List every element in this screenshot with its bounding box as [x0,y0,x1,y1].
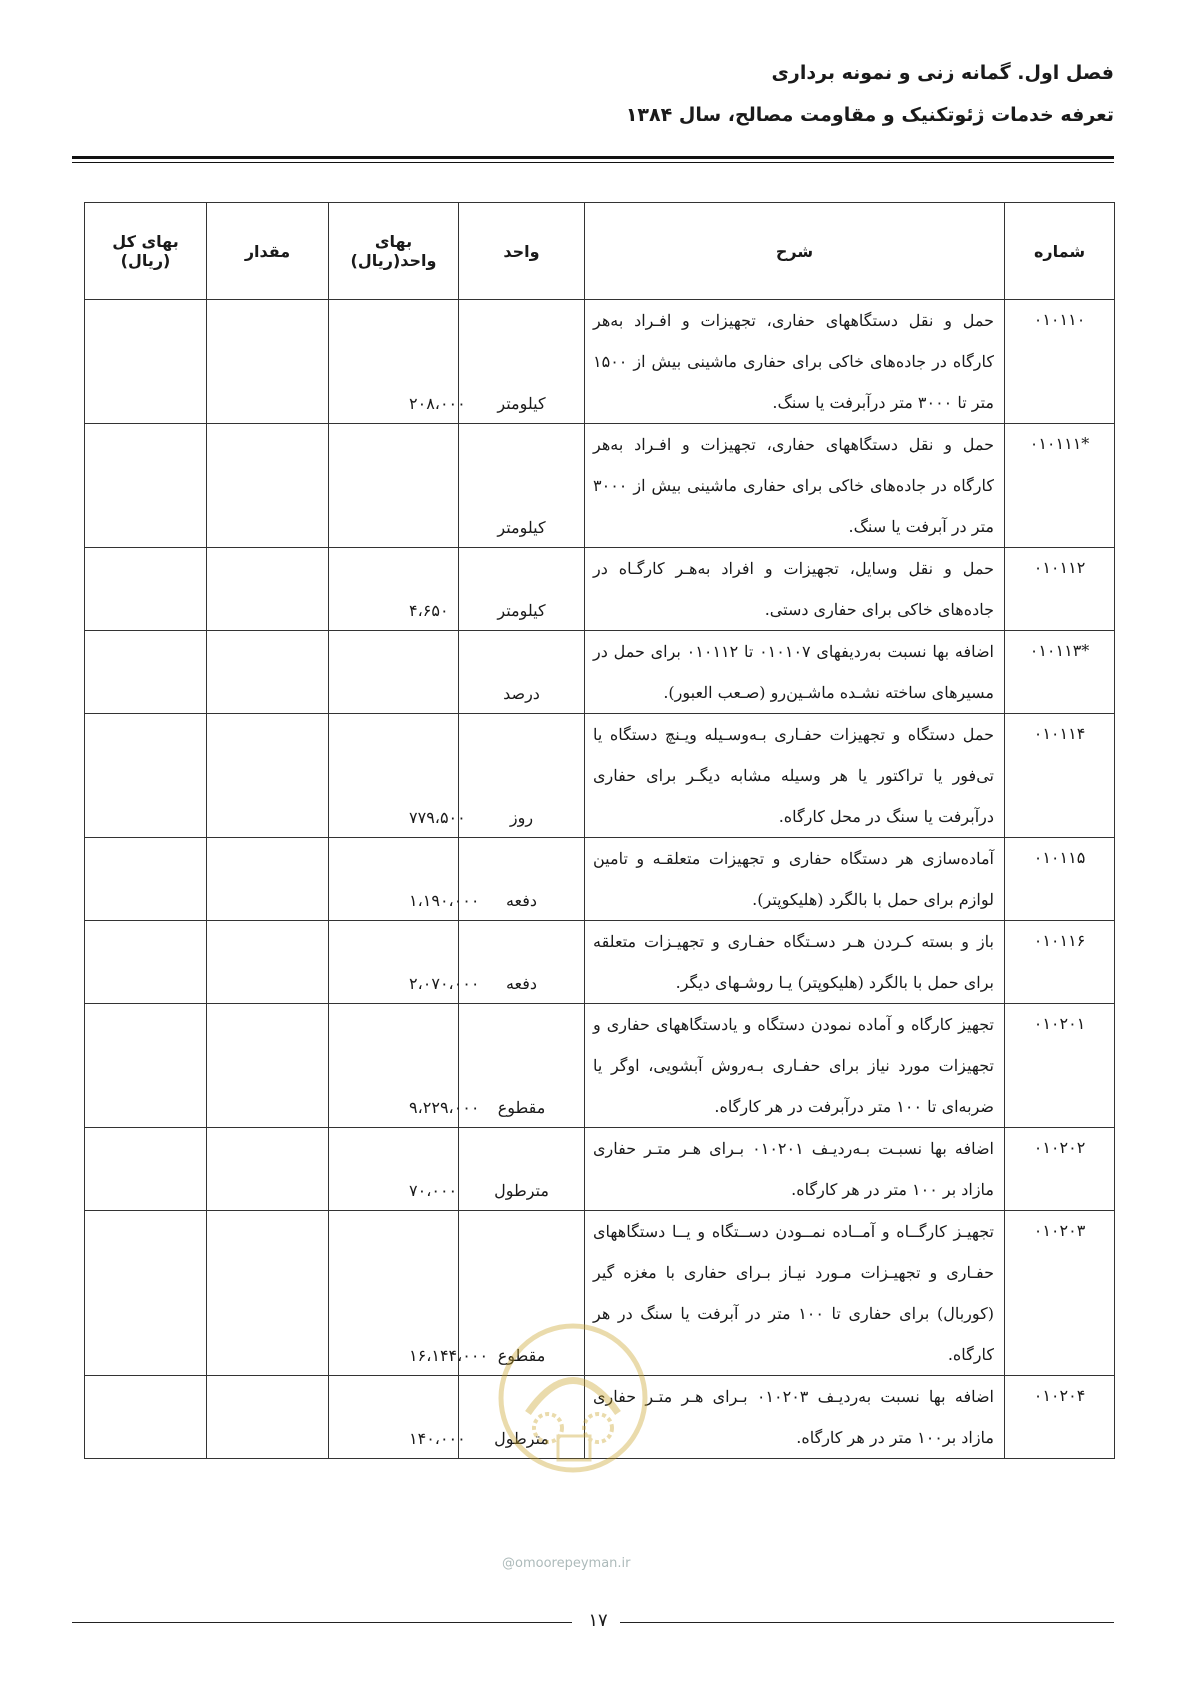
row-code: ۰۱۰۲۰۲ [1005,1128,1115,1211]
row-description: حمل و نقل دستگاههای حفاری، تجهیزات و افـراد به‌هر کارگاه در جاده‌های خاکی برای حفاری ماشینی بیش از ۱۵۰۰ متر تا ۳۰۰۰ متر درآبرفت یا سنگ. [585,300,1005,424]
row-code: ۰۱۰۱۱۶ [1005,921,1115,1004]
row-code: ۰۱۰۲۰۴ [1005,1376,1115,1459]
row-code: ۰۱۰۱۱۵ [1005,838,1115,921]
footer-rule-left [72,1622,572,1623]
table-row [85,921,1115,1004]
page-number: ۱۷ [588,1610,608,1631]
row-unit-price: ۱،۱۹۰،۰۰۰ [329,838,459,921]
row-unit-price: ۱۶،۱۴۴،۰۰۰ [329,1211,459,1376]
row-quantity [207,548,329,631]
row-description: حمل دستگاه و تجهیزات حفـاری بـه‌وسـیله ویـنچ دستگاه یا تی‌فور یا تراکتور یا هر وسیله مشابه دیگـر برای حفاری درآبرفت یا سنگ در محل کارگاه. [585,714,1005,838]
row-total [85,300,207,424]
row-unit-price: ۹،۲۲۹،۰۰۰ [329,1004,459,1128]
header-code: شماره [1005,203,1115,300]
row-description: تجهیز کارگاه و آماده نمودن دستگاه و یادستگاههای حفاری و تجهیزات مورد نیاز برای حفـاری بـه‌روش آبشویی، اوگر یا ضربه‌ای تا ۱۰۰ متر درآبرفت در هر کارگاه. [585,1004,1005,1128]
row-code: ۰۱۰۱۱۳* [1005,631,1115,714]
header-total-price: بهای کل (ریال) [85,203,207,300]
footer-rule-right [620,1622,1114,1623]
row-unit: مقطوع [459,1211,585,1376]
table-row [85,838,1115,921]
row-unit-price [329,424,459,548]
row-total [85,631,207,714]
header-quantity: مقدار [207,203,329,300]
row-total [85,714,207,838]
row-code: ۰۱۰۱۱۲ [1005,548,1115,631]
row-description: باز و بسته کـردن هـر دسـتگاه حفـاری و تجهیـزات متعلقه برای حمل با بالگرد (هلیکوپتر) یـا روشـهای دیگر. [585,921,1005,1004]
table-row [85,1128,1115,1211]
row-total [85,424,207,548]
row-unit: کیلومتر [459,300,585,424]
row-unit: روز [459,714,585,838]
row-quantity [207,424,329,548]
table-row [85,1211,1115,1376]
row-unit-price: ۴،۶۵۰ [329,548,459,631]
row-unit: مقطوع [459,1004,585,1128]
row-quantity [207,1376,329,1459]
row-quantity [207,1128,329,1211]
row-total [85,1211,207,1376]
table-header-row [85,203,1115,300]
row-unit: دفعه [459,838,585,921]
row-quantity [207,838,329,921]
header-unit: واحد [459,203,585,300]
row-total [85,838,207,921]
row-code: ۰۱۰۱۱۴ [1005,714,1115,838]
row-description: آماده‌سازی هر دستگاه حفاری و تجهیزات متعلقـه و تامین لوازم برای حمل با بالگرد (هلیکوپتر). [585,838,1005,921]
row-description: تجهیـز کارگــاه و آمــاده نمــودن دســتگاه و یــا دستگاههای حفـاری و تجهیـزات مـورد نیـاز بـرای حفاری با مغزه گیر (کوربال) برای حفاری تا ۱۰۰ متر در آبرفت یا سنگ در هر کارگاه. [585,1211,1005,1376]
row-quantity [207,1211,329,1376]
header-rule-thick [72,156,1114,159]
header-description: شرح [585,203,1005,300]
row-total [85,1376,207,1459]
row-quantity [207,300,329,424]
row-unit: کیلومتر [459,424,585,548]
row-total [85,1128,207,1211]
tariff-table [84,202,1115,1459]
page-header [626,62,1114,126]
table-row [85,300,1115,424]
row-quantity [207,714,329,838]
row-total [85,548,207,631]
row-description: اضافه بها نسبت به‌ردیـف ۰۱۰۲۰۳ بـرای هـر متـر حفاری مازاد بر۱۰۰ متر در هر کارگاه. [585,1376,1005,1459]
row-unit: کیلومتر [459,548,585,631]
table-row [85,714,1115,838]
row-quantity [207,921,329,1004]
watermark-url: @omoorepeyman.ir [502,1556,631,1571]
row-unit-price: ۷۰،۰۰۰ [329,1128,459,1211]
row-quantity [207,631,329,714]
row-unit-price: ۲،۰۷۰،۰۰۰ [329,921,459,1004]
row-unit: مترطول [459,1128,585,1211]
row-code: ۰۱۰۱۱۰ [1005,300,1115,424]
row-unit-price: ۲۰۸،۰۰۰ [329,300,459,424]
row-total [85,1004,207,1128]
row-unit: دفعه [459,921,585,1004]
row-unit-price: ۷۷۹،۵۰۰ [329,714,459,838]
table-row [85,1376,1115,1459]
document-title: تعرفه خدمات ژئوتکنیک و مقاومت مصالح، سال ۱۳۸۴ [625,104,1114,126]
row-unit-price [329,631,459,714]
row-unit: مترطول [459,1376,585,1459]
row-description: حمل و نقل وسایل، تجهیزات و افراد به‌هـر کارگـاه در جاده‌های خاکی برای حفاری دستی. [585,548,1005,631]
table-row [85,548,1115,631]
row-quantity [207,1004,329,1128]
header-rule-thin [72,162,1114,163]
row-code: ۰۱۰۱۱۱* [1005,424,1115,548]
header-unit-price: بهای واحد(ریال) [329,203,459,300]
row-unit: درصد [459,631,585,714]
row-total [85,921,207,1004]
row-code: ۰۱۰۲۰۳ [1005,1211,1115,1376]
row-description: اضافه بها نسبت به‌ردیفهای ۰۱۰۱۰۷ تا ۰۱۰۱۱۲ برای حمل در مسیرهای ساخته نشـده ماشـین‌رو (صـعب العبور). [585,631,1005,714]
row-description: اضافه بها نسبـت بـه‌ردیـف ۰۱۰۲۰۱ بـرای هـر متـر حفاری مازاد بر ۱۰۰ متر در هر کارگاه. [585,1128,1005,1211]
table-row [85,631,1115,714]
chapter-title: فصل اول. گمانه زنی و نمونه برداری [771,62,1114,84]
table-row [85,424,1115,548]
row-code: ۰۱۰۲۰۱ [1005,1004,1115,1128]
table-row [85,1004,1115,1128]
row-unit-price: ۱۴۰،۰۰۰ [329,1376,459,1459]
row-description: حمل و نقل دستگاههای حفاری، تجهیزات و افـراد به‌هر کارگاه در جاده‌های خاکی برای حفاری ماشینی بیش از ۳۰۰۰ متر در آبرفت یا سنگ. [585,424,1005,548]
